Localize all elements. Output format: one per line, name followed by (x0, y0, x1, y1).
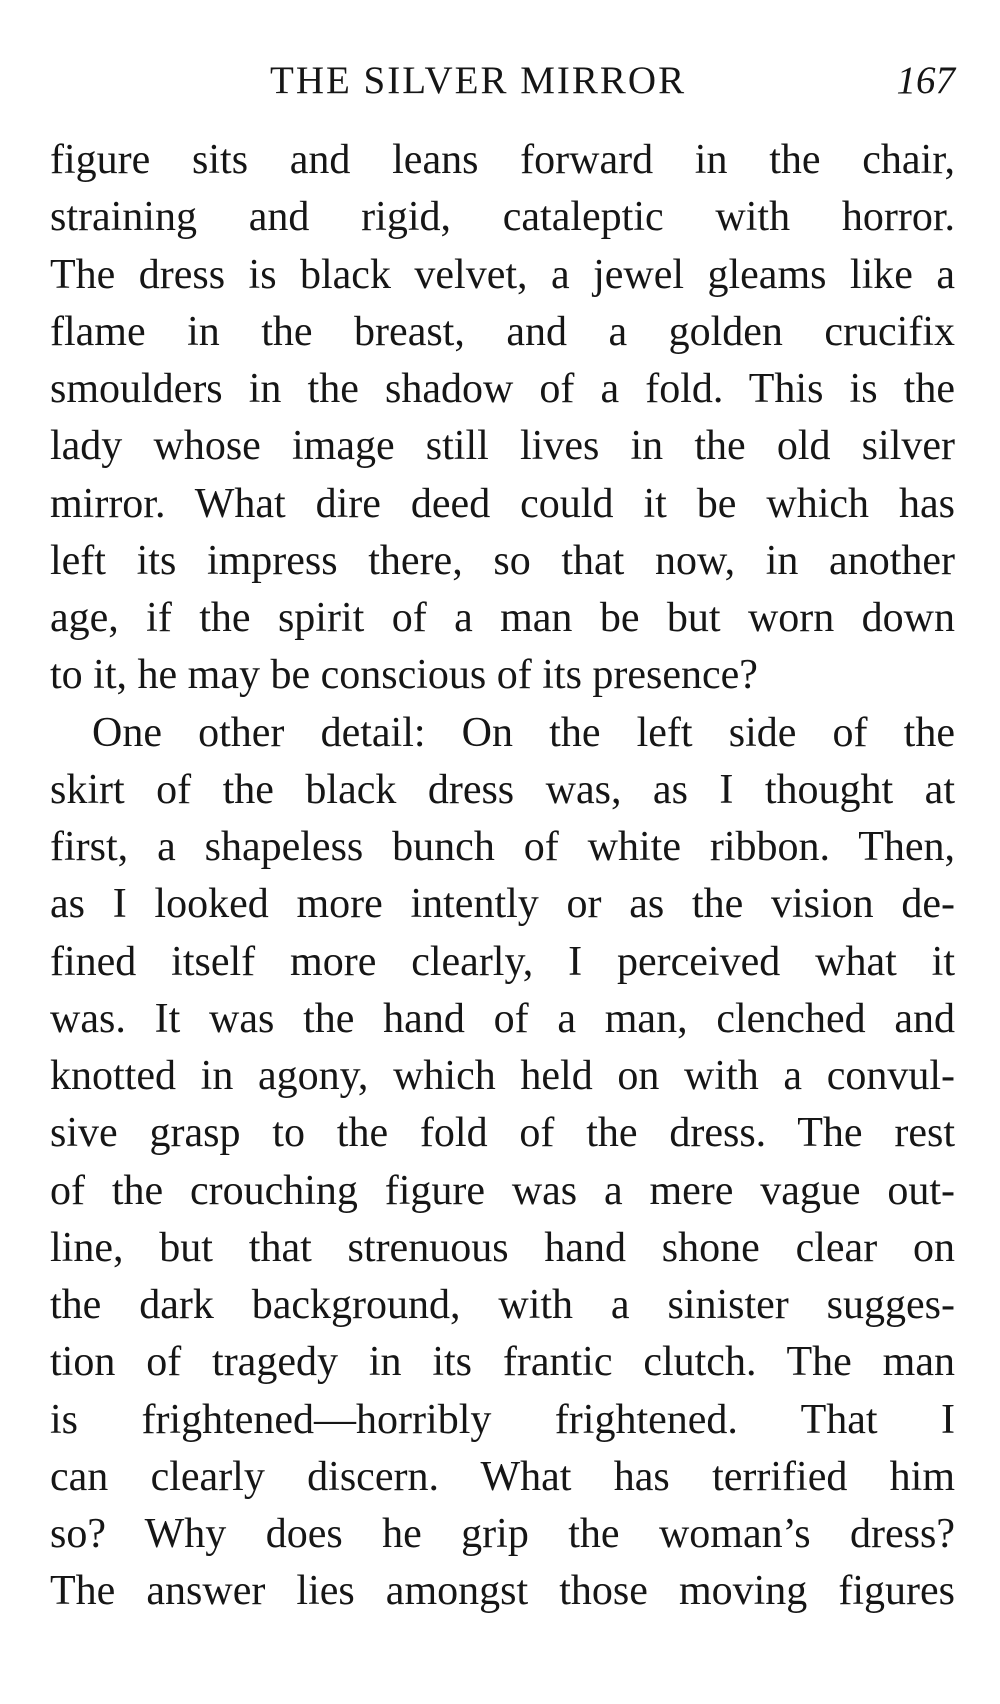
paragraph-end-line: to it, he may be conscious of its presence? (50, 652, 758, 699)
text-line: knotted in agony, which held on with a convul- (50, 1053, 955, 1099)
text-line: first, a shapeless bunch of white ribbon. Then, (50, 824, 955, 870)
text-line: as I looked more intently or as the vision de- (50, 881, 955, 928)
text-line: was. It was the hand of a man, clenched and (50, 995, 955, 1042)
text-line: tion of tragedy in its frantic clutch. The man (50, 1339, 955, 1386)
running-title: THE SILVER MIRROR (270, 59, 687, 102)
text-line: left its impress there, so that now, in another (50, 537, 955, 584)
text-line: age, if the spirit of a man be but worn down (50, 595, 955, 641)
text-line: lady whose image still lives in the old silver (50, 423, 955, 470)
text-line: smoulders in the shadow of a fold. This is the (50, 366, 955, 412)
text-line: skirt of the black dress was, as I thought at (50, 766, 955, 813)
text-line: sive grasp to the fold of the dress. The rest (50, 1110, 955, 1157)
text-line: of the crouching figure was a mere vague out- (50, 1167, 955, 1214)
paragraph-start-line: One other detail: On the left side of the (92, 709, 955, 756)
text-line: mirror. What dire deed could it be which has (50, 480, 955, 527)
text-line: line, but that strenuous hand shone clear on (50, 1224, 955, 1271)
text-line: flame in the breast, and a golden crucifix (50, 308, 955, 355)
text-line: fined itself more clearly, I perceived what it (50, 938, 955, 985)
text-line: so? Why does he grip the woman’s dress? (50, 1511, 955, 1557)
text-line: The dress is black velvet, a jewel gleams like a (50, 251, 955, 298)
text-line: the dark background, with a sinister sugges- (50, 1282, 955, 1328)
text-line: straining and rigid, cataleptic with horror. (50, 194, 955, 241)
text-line: can clearly discern. What has terrified him (50, 1453, 955, 1500)
text-line: figure sits and leans forward in the chair, (50, 137, 955, 183)
text-line: The answer lies amongst those moving figures (50, 1568, 955, 1615)
page-number: 167 (896, 59, 955, 102)
body-text (50, 132, 955, 1621)
running-head (50, 56, 955, 106)
text-line: is frightened—horribly frightened. That I (50, 1396, 955, 1443)
